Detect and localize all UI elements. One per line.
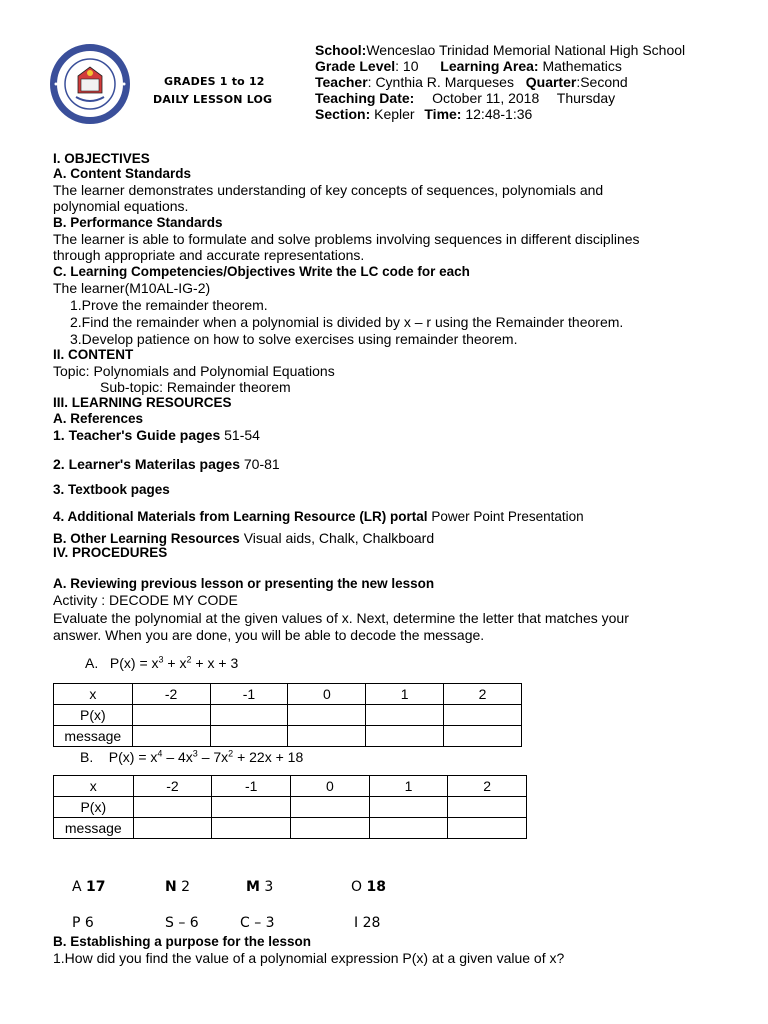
answer-cell[interactable] xyxy=(133,818,212,839)
learners-materials-value: 70-81 xyxy=(239,456,280,472)
polynomial-a: A. $P(x) = x^3 + x^2 + x + 3$ xyxy=(85,654,239,671)
purpose-question-1: 1.How did you find the value of a polynomial expression P(x) at a given value of x? xyxy=(53,950,565,966)
teachers-guide-line xyxy=(53,427,260,443)
answer-cell[interactable] xyxy=(291,797,370,818)
competency-item: 1.Prove the remainder theorem. xyxy=(70,297,268,313)
answer-cell[interactable] xyxy=(448,797,527,818)
teacher-value: : Cynthia R. Marqueses xyxy=(367,74,514,90)
content-heading: II. CONTENT xyxy=(53,347,134,362)
table-cell: message xyxy=(54,726,133,747)
learners-materials-line xyxy=(53,456,280,472)
code-key-item: O 18 xyxy=(351,879,386,895)
table-cell: 2 xyxy=(448,776,527,797)
answer-cell[interactable] xyxy=(291,818,370,839)
teaching-date-value: October 11, 2018 xyxy=(432,90,540,106)
teaching-date-label: Teaching Date: xyxy=(315,90,415,106)
code-key-item: N 2 xyxy=(165,879,191,895)
grades-title: GRADES 1 to 12 xyxy=(164,75,265,88)
textbook-pages-label: 3. Textbook pages xyxy=(53,482,170,497)
answer-cell[interactable] xyxy=(369,797,448,818)
answer-cell[interactable] xyxy=(288,726,366,747)
answer-cell[interactable] xyxy=(212,797,291,818)
learning-competencies-intro: The learner(M10AL-IG-2) xyxy=(53,280,211,296)
teaching-date-line xyxy=(315,90,615,106)
teachers-guide-value: 51-54 xyxy=(220,427,260,443)
polynomial-a-label: A. xyxy=(85,655,99,671)
section-line xyxy=(315,106,532,122)
content-standards-text-2: polynomial equations. xyxy=(53,198,189,214)
answer-cell[interactable] xyxy=(132,705,210,726)
objectives-heading: I. OBJECTIVES xyxy=(53,151,150,166)
references-heading: A. References xyxy=(53,411,144,426)
quarter-label: Quarter xyxy=(525,74,577,90)
additional-materials-line xyxy=(53,508,584,525)
table-cell: P(x) xyxy=(54,705,133,726)
answer-cell[interactable] xyxy=(369,818,448,839)
polynomial-b: B. $P(x) = x^4 - 4x^3 - 7x^2 + 22x + 18$ xyxy=(80,748,304,765)
teacher-line xyxy=(315,74,628,90)
competency-item: 3.Develop patience on how to solve exercises using remainder theorem. xyxy=(70,331,518,347)
activity-instructions-2: answer. When you are done, you will be able to decode the message. xyxy=(53,627,485,643)
answer-cell[interactable] xyxy=(132,726,210,747)
performance-standards-heading: B. Performance Standards xyxy=(53,215,223,230)
table-cell: P(x) xyxy=(54,797,134,818)
reviewing-lesson-heading: A. Reviewing previous lesson or presenting the new lesson xyxy=(53,576,435,591)
competency-item: 2.Find the remainder when a polynomial is divided by x – r using the Remainder theorem. xyxy=(70,314,624,330)
answer-cell[interactable] xyxy=(366,726,444,747)
table-cell: 1 xyxy=(366,684,444,705)
code-key-item: A 17 xyxy=(72,879,106,895)
table-a xyxy=(53,683,522,747)
answer-cell[interactable] xyxy=(212,818,291,839)
topic-text: Topic: Polynomials and Polynomial Equations xyxy=(53,363,335,379)
school-value: Wenceslao Trinidad Memorial National High School xyxy=(366,42,686,58)
answer-cell[interactable] xyxy=(133,797,212,818)
activity-instructions-1: Evaluate the polynomial at the given values of x. Next, determine the letter that matches your xyxy=(53,610,629,626)
learning-area-value: Mathematics xyxy=(538,58,622,74)
table-cell: -2 xyxy=(132,684,210,705)
activity-title: Activity : DECODE MY CODE xyxy=(53,592,238,608)
teachers-guide-label: 1. Teacher's Guide pages xyxy=(53,427,221,443)
procedures-heading: IV. PROCEDURES xyxy=(53,545,168,560)
grade-label: Grade Level xyxy=(315,58,396,74)
table-row xyxy=(54,797,527,818)
establishing-purpose-heading: B. Establishing a purpose for the lesson xyxy=(53,934,312,949)
table-cell: 1 xyxy=(369,776,448,797)
answer-cell[interactable] xyxy=(448,818,527,839)
learning-competencies-heading: C. Learning Competencies/Objectives Write the LC code for each xyxy=(53,264,470,279)
answer-cell[interactable] xyxy=(210,726,288,747)
table-cell: -2 xyxy=(133,776,212,797)
table-cell: 0 xyxy=(291,776,370,797)
table-row xyxy=(54,705,522,726)
other-resources-value: Visual aids, Chalk, Chalkboard xyxy=(239,530,435,546)
grade-value: : 10 xyxy=(395,58,419,74)
table-cell: x xyxy=(54,684,133,705)
code-key-item: C – 3 xyxy=(240,915,275,931)
quarter-value: :Second xyxy=(576,74,628,90)
table-cell: -1 xyxy=(210,684,288,705)
grade-line xyxy=(315,58,622,74)
school-line xyxy=(315,42,685,58)
answer-cell[interactable] xyxy=(210,705,288,726)
table-row xyxy=(54,818,527,839)
content-standards-heading: A. Content Standards xyxy=(53,166,192,181)
performance-standards-text-1: The learner is able to formulate and solve problems involving sequences in different disciplines xyxy=(53,231,640,247)
content-standards-text-1: The learner demonstrates understanding of key concepts of sequences, polynomials and xyxy=(53,182,604,198)
deped-seal-logo xyxy=(48,43,132,125)
teacher-label: Teacher xyxy=(315,74,368,90)
time-label: Time: xyxy=(424,106,462,122)
answer-cell[interactable] xyxy=(444,726,522,747)
code-key-item: P 6 xyxy=(72,915,94,931)
time-value: 12:48-1:36 xyxy=(461,106,533,122)
teaching-day-value: Thursday xyxy=(556,90,616,106)
polynomial-b-label: B. xyxy=(80,749,94,765)
performance-standards-text-2: through appropriate and accurate representations. xyxy=(53,247,365,263)
section-value: Kepler xyxy=(370,106,415,122)
answer-cell[interactable] xyxy=(288,705,366,726)
additional-materials-value: Power Point Presentation xyxy=(427,509,584,524)
additional-materials-label: 4. Additional Materials from Learning Resource (LR) portal xyxy=(53,509,428,524)
table-row xyxy=(54,684,522,705)
learning-area-label: Learning Area: xyxy=(440,58,539,74)
table-cell: message xyxy=(54,818,134,839)
school-label: School: xyxy=(315,42,367,58)
table-cell: 2 xyxy=(444,684,522,705)
table-row xyxy=(54,776,527,797)
subtopic-text: Sub-topic: Remainder theorem xyxy=(100,379,291,395)
table-cell: -1 xyxy=(212,776,291,797)
table-row xyxy=(54,726,522,747)
code-key-item: M 3 xyxy=(246,879,274,895)
answer-cell[interactable] xyxy=(444,705,522,726)
daily-lesson-log-title: DAILY LESSON LOG xyxy=(153,93,273,106)
code-key-item: I 28 xyxy=(354,915,381,931)
table-b xyxy=(53,775,527,839)
table-cell: 0 xyxy=(288,684,366,705)
answer-cell[interactable] xyxy=(366,705,444,726)
learners-materials-label: 2. Learner's Materilas pages xyxy=(53,456,240,472)
other-resources-label: B. Other Learning Resources xyxy=(53,531,240,546)
section-label: Section: xyxy=(315,106,371,122)
learning-resources-heading: III. LEARNING RESOURCES xyxy=(53,395,232,410)
code-key-item: S – 6 xyxy=(165,915,199,931)
table-cell: x xyxy=(54,776,134,797)
